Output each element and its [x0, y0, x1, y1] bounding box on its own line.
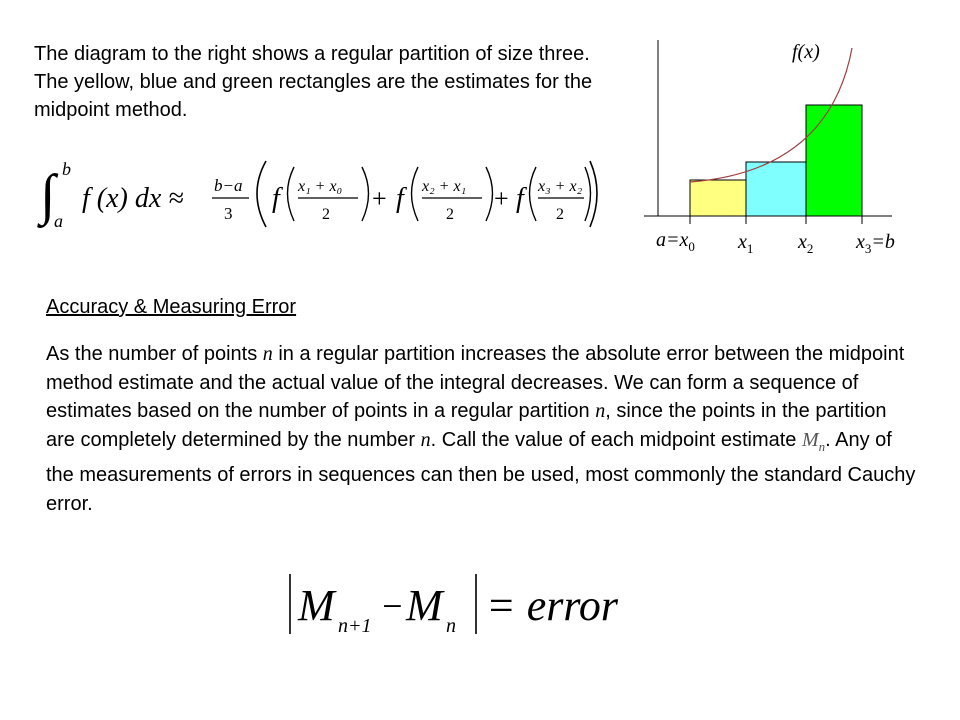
- body-text-3: , since the points in the partition are completely determined by the number: [46, 400, 887, 451]
- subscript-n: n: [446, 615, 456, 637]
- tick-label-a-x0: $a=x_0$: [656, 229, 695, 254]
- error-rhs: = error: [486, 581, 618, 630]
- frac2-denominator: 2: [446, 206, 454, 223]
- body-text-4: . Call the value of each midpoint estimate: [430, 428, 797, 451]
- body-text-1: As the number of points: [46, 343, 258, 365]
- subscript-n-plus-1: n+1: [338, 615, 372, 637]
- coef-denominator: 3: [224, 204, 233, 223]
- section-heading: Accuracy & Measuring Error: [46, 296, 297, 318]
- frac1-denominator: 2: [322, 206, 330, 223]
- integral-sign: ∫: [40, 164, 56, 226]
- accuracy-paragraph: [46, 340, 916, 518]
- outer-paren-left: [257, 161, 266, 227]
- function-label: f(x): [792, 41, 820, 63]
- paren-close-2: [486, 167, 493, 221]
- partition-diagram: [630, 30, 930, 270]
- frac3-denominator: 2: [556, 206, 564, 223]
- midpoint-formula: [36, 155, 596, 230]
- frac3-numerator: x₃ + x₂: [538, 178, 583, 195]
- plus-sign-2: +: [494, 184, 509, 213]
- body-text-2: in a regular partition increases the absolute error between the midpoint method estimate and the actual value of the integral decreases. We can form a sequence of estimates based on the number of points in a regular partition: [46, 343, 905, 422]
- minus-sign: −: [380, 586, 405, 626]
- coef-numerator: b−a: [214, 176, 243, 195]
- midpoint-rect-green: [806, 105, 862, 216]
- integral-lower-limit: a: [54, 211, 63, 231]
- var-n: n: [420, 428, 431, 451]
- midpoint-rect-yellow: [690, 180, 746, 216]
- var-n: n: [595, 400, 606, 422]
- tick-label-x1: $x_1$: [738, 231, 754, 256]
- var-Mn: $M_n$: [801, 428, 826, 454]
- f-symbol-2: f: [396, 183, 404, 214]
- m-symbol-2: M: [406, 581, 443, 630]
- f-symbol-3: f: [516, 183, 524, 214]
- f-symbol-1: f: [272, 183, 280, 214]
- intro-paragraph: The diagram to the right shows a regular partition of size three. The yellow, blue and green rectangles are the estimates for the midpoint method.: [34, 43, 593, 121]
- paren-close-1: [362, 167, 369, 221]
- body-text-5: . Any of the measurements of errors in sequences can then be used, most commonly the standard Cauchy error.: [46, 428, 916, 515]
- integral-upper-limit: b: [62, 159, 71, 179]
- paren-open-1: [288, 167, 295, 221]
- m-symbol-1: M: [298, 581, 335, 630]
- tick-label-x3-b: $x_3=b$: [856, 231, 895, 256]
- cauchy-error-formula: [280, 570, 640, 640]
- plus-sign-1: +: [372, 184, 387, 213]
- paren-open-3: [530, 167, 537, 221]
- midpoint-rect-blue: [746, 162, 806, 216]
- tick-label-x2: $x_2$: [798, 231, 814, 256]
- integrand: f (x) dx ≈: [82, 183, 184, 214]
- var-n: n: [262, 343, 273, 365]
- paren-close-3: [585, 167, 591, 221]
- frac2-numerator: x₂ + x₁: [422, 178, 467, 195]
- frac1-numerator: x₁ + x₀: [298, 178, 343, 195]
- paren-open-2: [412, 167, 419, 221]
